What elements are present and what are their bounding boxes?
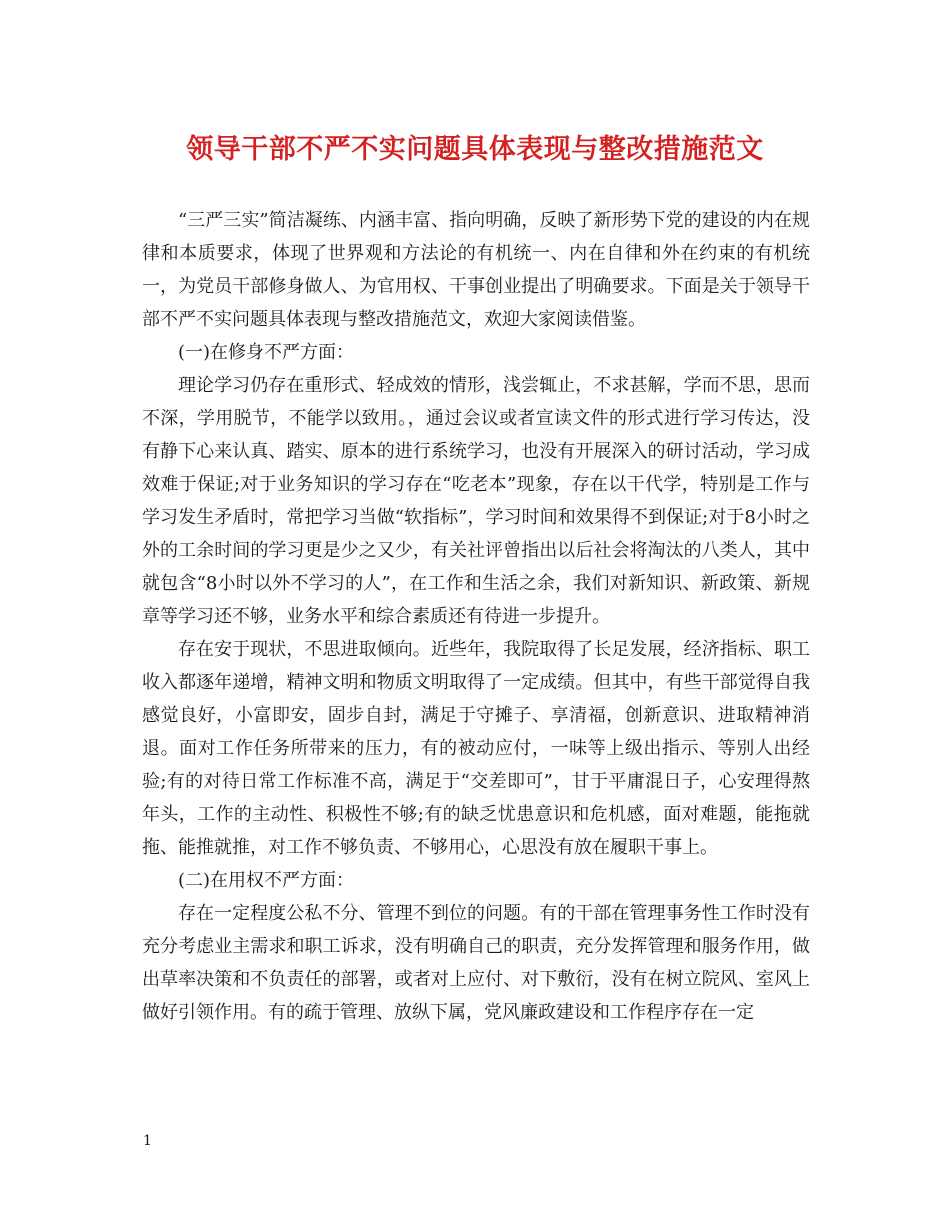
document-body <box>142 204 810 1029</box>
page-number: 1 <box>143 1133 152 1149</box>
paragraph-complacency: 存在安于现状，不思进取倾向。近些年，我院取得了长足发展，经济指标、职工收入都逐年递增，精神文明和物质文明取得了一定成绩。但其中，有些干部觉得自我感觉良好，小富即安，固步自封，满足于守摊子、享清福，创新意识、进取精神消退。面对工作任务所带来的压力，有的被动应付，一味等上级出指示、等别人出经验;有的对待日常工作标准不高，满足于“交差即可”，甘于平庸混日子，心安理得熬年头，工作的主动性、积极性不够;有的缺乏忧患意识和危机感，面对难题，能拖就拖、能推就推，对工作不够负责、不够用心，心思没有放在履职干事上。 <box>142 639 810 858</box>
paragraph-power: 存在一定程度公私不分、管理不到位的问题。有的干部在管理事务性工作时没有充分考虑业主需求和职工诉求，没有明确自己的职责，充分发挥管理和服务作用，做出草率决策和不负责任的部署，或者对上应付、对下敷衍，没有在树立院风、室风上做好引领作用。有的疏于管理、放纵下属，党风廉政建设和工作程序存在一定 <box>142 903 810 1023</box>
section-heading-2: (二)在用权不严方面： <box>178 870 355 891</box>
document-title: 领导干部不严不实问题具体表现与整改措施范文 <box>186 134 764 165</box>
section-heading-1: (一)在修身不严方面： <box>178 342 355 363</box>
paragraph-intro: “三严三实”简洁凝练、内涵丰富、指向明确，反映了新形势下党的建设的内在规律和本质要求，体现了世界观和方法论的有机统一、内在自律和外在约束的有机统一，为党员干部修身做人、为官用权、干事创业提出了明确要求。下面是关于领导干部不严不实问题具体表现与整改措施范文，欢迎大家阅读借鉴。 <box>142 210 810 330</box>
paragraph-study: 理论学习仍存在重形式、轻成效的情形，浅尝辄止，不求甚解，学而不思，思而不深，学用脱节，不能学以致用。，通过会议或者宣读文件的形式进行学习传达，没有静下心来认真、踏实、原本的进行系统学习，也没有开展深入的研讨活动，学习成效难于保证;对于业务知识的学习存在“吃老本”现象，存在以干代学，特别是工作与学习发生矛盾时，常把学习当做“软指标”，学习时间和效果得不到保证;对于8小时之外的工余时间的学习更是少之又少，有关社评曾指出以后社会将淘汰的八类人，其中就包含“8小时以外不学习的人”，在工作和生活之余，我们对新知识、新政策、新规章等学习还不够，业务水平和综合素质还有待进一步提升。 <box>142 375 810 627</box>
